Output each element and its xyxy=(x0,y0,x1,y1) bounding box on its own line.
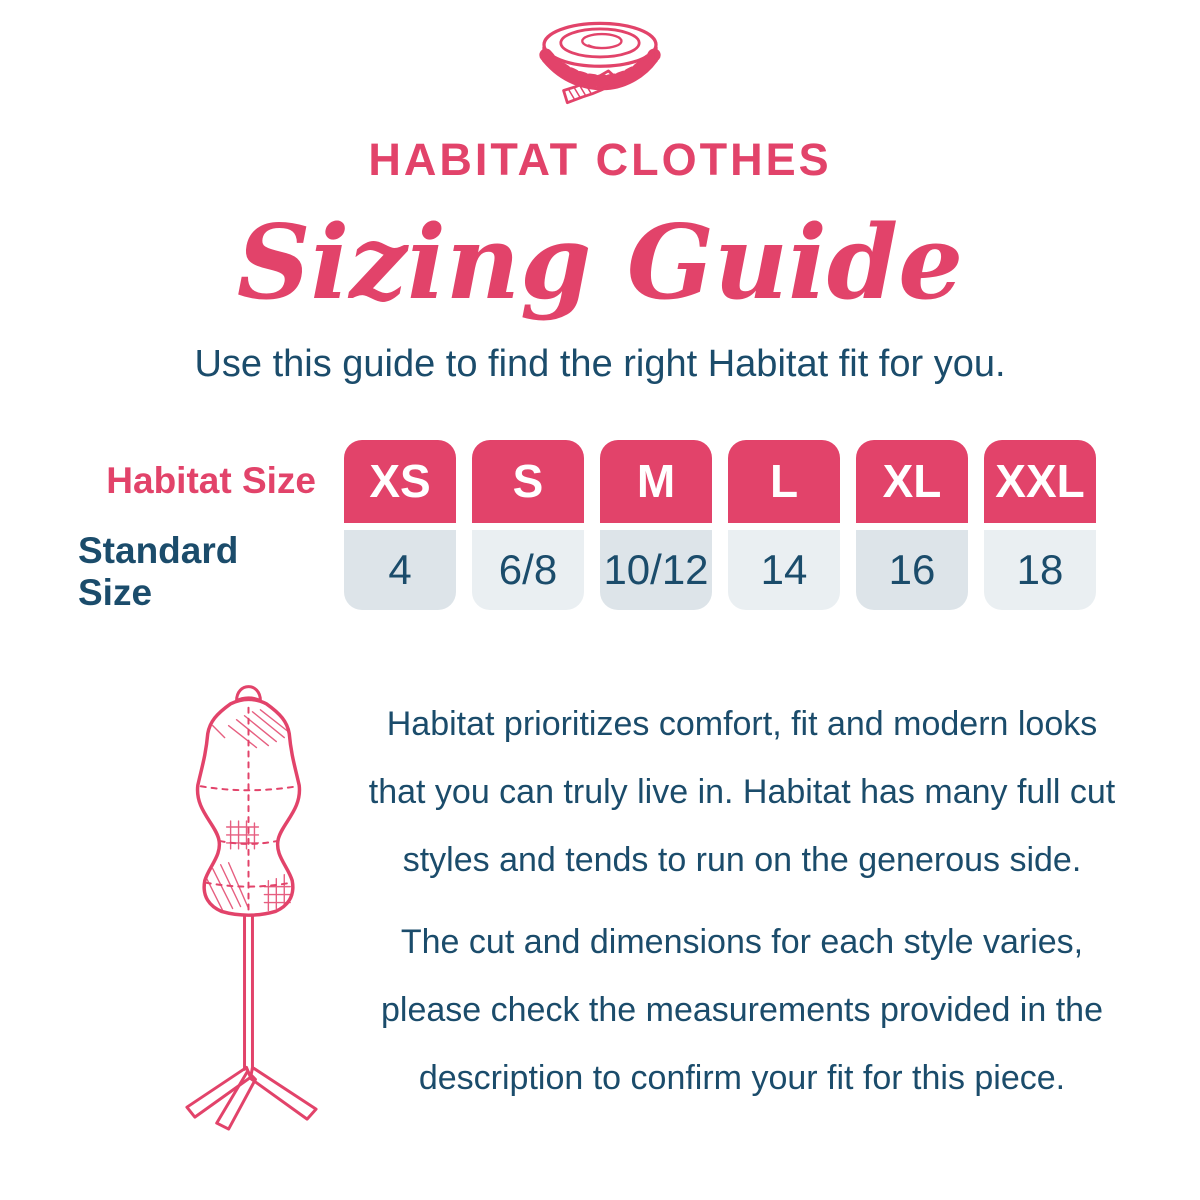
header xyxy=(0,0,1200,386)
habitat-size-label: Habitat Size xyxy=(106,460,316,502)
habitat-size-cell: M xyxy=(600,440,712,523)
description-line: description to confirm your fit for this piece. xyxy=(418,1058,1066,1097)
description-line: styles and tends to run on the generous side. xyxy=(402,840,1082,879)
standard-size-label: Standard Size xyxy=(78,529,239,613)
standard-size-cell: 14 xyxy=(728,530,840,610)
description-line: please check the measurements provided in the xyxy=(381,990,1103,1029)
page-title: Sizing Guide xyxy=(236,203,964,323)
description-paragraph xyxy=(340,908,1144,1112)
description-line: Habitat prioritizes comfort, fit and modern looks xyxy=(386,704,1098,743)
description-paragraph xyxy=(340,690,1144,894)
habitat-size-cell: L xyxy=(728,440,840,523)
standard-size-cell: 10/12 xyxy=(600,530,712,610)
habitat-size-cell: XS xyxy=(344,440,456,523)
brand-name: HABITAT CLOTHES xyxy=(368,134,832,185)
description xyxy=(336,690,1144,1112)
habitat-size-cell: S xyxy=(472,440,584,523)
dress-form-illustration xyxy=(160,674,336,1136)
standard-size-cell: 4 xyxy=(344,530,456,610)
habitat-size-cell: XL xyxy=(856,440,968,523)
description-line: The cut and dimensions for each style varies, xyxy=(400,922,1084,961)
size-table xyxy=(78,440,1096,614)
subtitle: Use this guide to find the right Habitat fit for you. xyxy=(194,342,1006,385)
standard-size-cell: 6/8 xyxy=(472,530,584,610)
standard-size-cell: 16 xyxy=(856,530,968,610)
standard-size-cell: 18 xyxy=(984,530,1096,610)
info-section xyxy=(0,674,1200,1136)
tape-measure-icon xyxy=(530,14,670,112)
description-line: that you can truly live in. Habitat has many full cut xyxy=(368,772,1116,811)
habitat-size-cell: XXL xyxy=(984,440,1096,523)
